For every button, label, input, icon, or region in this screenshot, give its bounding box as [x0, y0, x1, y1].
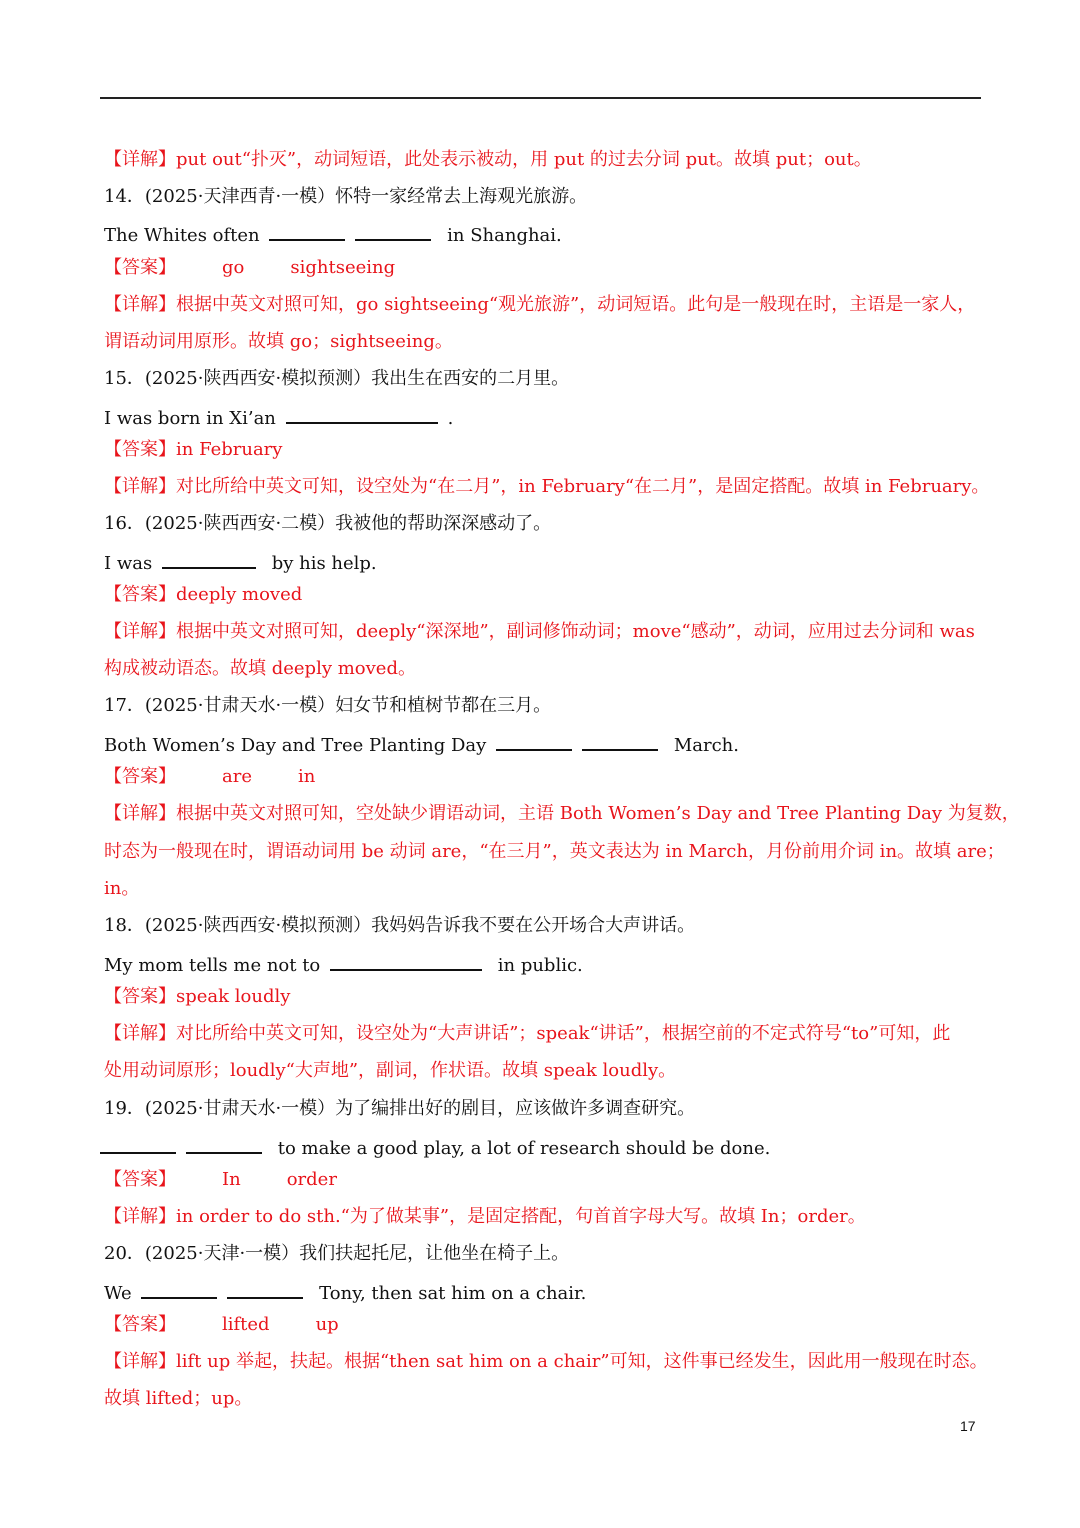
answer-17: [104, 765, 984, 789]
sentence-text: Tony, then sat him on a chair.: [319, 1283, 587, 1304]
answer-value: are: [222, 766, 252, 787]
sentence-text: in public.: [497, 955, 583, 976]
answer-value: In: [222, 1169, 241, 1190]
question-18: 18．(2025·陕西西安·模拟预测）我妈妈告诉我不要在公开场合大声讲话。: [104, 915, 696, 936]
answer-label: 【答案】: [104, 1314, 176, 1335]
answer-19: [104, 1168, 984, 1192]
explanation-17-cont: 时态为一般现在时，谓语动词用 be 动词 are，“在三月”，英文表达为 in March，月份前用介词 in。故填 are；: [104, 841, 1005, 862]
explanation-13: 【详解】put out“扑灭”，动词短语，此处表示被动，用 put 的过去分词 put。故填 put；out。: [104, 149, 872, 170]
sentence-text: to make a good play, a lot of research should be done.: [277, 1138, 771, 1159]
sentence-text: by his help.: [271, 553, 377, 574]
question-16-sentence: [104, 549, 984, 576]
answer-blank[interactable]: [227, 1279, 303, 1299]
answer-20: [104, 1313, 984, 1337]
answer-blank[interactable]: [496, 731, 572, 751]
explanation-20-cont: 故填 lifted；up。: [104, 1388, 253, 1409]
answer-label: 【答案】: [104, 766, 176, 787]
answer-blank[interactable]: [582, 731, 658, 751]
explanation-17-end: in。: [104, 878, 140, 899]
answer-blank[interactable]: [286, 404, 438, 424]
question-15: 15．(2025·陕西西安·模拟预测）我出生在西安的二月里。: [104, 368, 570, 389]
explanation-20: 【详解】lift up 举起，扶起。根据“then sat him on a chair”可知，这件事已经发生，因此用一般现在时态。: [104, 1351, 988, 1372]
sentence-text: in Shanghai.: [447, 225, 562, 246]
question-19-sentence: [100, 1134, 980, 1161]
explanation-17: 【详解】根据中英文对照可知，空处缺少谓语动词，主语 Both Women’s Day and Tree Planting Day 为复数，: [104, 803, 1020, 824]
explanation-16-cont: 构成被动语态。故填 deeply moved。: [104, 658, 416, 679]
answer-blank[interactable]: [162, 549, 256, 569]
question-19: 19．(2025·甘肃天水·一模）为了编排出好的剧目，应该做许多调查研究。: [104, 1098, 696, 1119]
sentence-text: The Whites often: [104, 225, 260, 246]
question-17: 17．(2025·甘肃天水·一模）妇女节和植树节都在三月。: [104, 695, 552, 716]
sentence-text: .: [447, 408, 454, 429]
question-17-sentence: [104, 731, 984, 758]
explanation-14: 【详解】根据中英文对照可知，go sightseeing“观光旅游”，动词短语。此句是一般现在时，主语是一家人，: [104, 294, 976, 315]
sentence-text: I was: [104, 553, 153, 574]
explanation-14-cont: 谓语动词用原形。故填 go；sightseeing。: [104, 331, 453, 352]
question-14-sentence: [104, 221, 984, 248]
explanation-19: 【详解】in order to do sth.“为了做某事”，是固定搭配，句首首字母大写。故填 In；order。: [104, 1206, 866, 1227]
explanation-16: 【详解】根据中英文对照可知，deeply“深深地”，副词修饰动词；move“感动”，动词，应用过去分词和 was: [104, 621, 975, 642]
answer-18: 【答案】speak loudly: [104, 986, 291, 1007]
explanation-18: 【详解】对比所给中英文可知，设空处为“大声讲话”；speak“讲话”，根据空前的不定式符号“to”可知，此: [104, 1023, 951, 1044]
answer-blank[interactable]: [100, 1134, 176, 1154]
answer-value: in: [298, 766, 316, 787]
sentence-text: I was born in Xi’an: [104, 408, 276, 429]
answer-14: [104, 256, 984, 280]
answer-15: 【答案】in February: [104, 439, 283, 460]
sentence-text: March.: [673, 735, 739, 756]
answer-value: go: [222, 257, 245, 278]
answer-label: 【答案】: [104, 257, 176, 278]
answer-value: up: [315, 1314, 339, 1335]
answer-value: lifted: [222, 1314, 270, 1335]
header-rule: [100, 97, 981, 99]
question-18-sentence: [104, 951, 984, 978]
answer-blank[interactable]: [269, 221, 345, 241]
answer-value: sightseeing: [290, 257, 396, 278]
question-15-sentence: [104, 404, 984, 431]
sentence-text: Both Women’s Day and Tree Planting Day: [104, 735, 487, 756]
question-14: 14．(2025·天津西青·一模）怀特一家经常去上海观光旅游。: [104, 186, 588, 207]
question-20-sentence: [104, 1279, 984, 1306]
answer-blank[interactable]: [141, 1279, 217, 1299]
answer-16: 【答案】deeply moved: [104, 584, 303, 605]
page-number: 17: [960, 1418, 976, 1434]
sentence-text: We: [104, 1283, 132, 1304]
question-20: 20．(2025·天津·一模）我们扶起托尼，让他坐在椅子上。: [104, 1243, 570, 1264]
question-16: 16．(2025·陕西西安·二模）我被他的帮助深深感动了。: [104, 513, 552, 534]
answer-value: order: [286, 1169, 337, 1190]
explanation-18-cont: 处用动词原形；loudly“大声地”，副词，作状语。故填 speak loudly。: [104, 1060, 677, 1081]
answer-label: 【答案】: [104, 1169, 176, 1190]
answer-blank[interactable]: [330, 951, 482, 971]
sentence-text: My mom tells me not to: [104, 955, 321, 976]
answer-blank[interactable]: [186, 1134, 262, 1154]
answer-blank[interactable]: [355, 221, 431, 241]
explanation-15: 【详解】对比所给中英文可知，设空处为“在二月”，in February“在二月”，是固定搭配。故填 in February。: [104, 476, 990, 497]
